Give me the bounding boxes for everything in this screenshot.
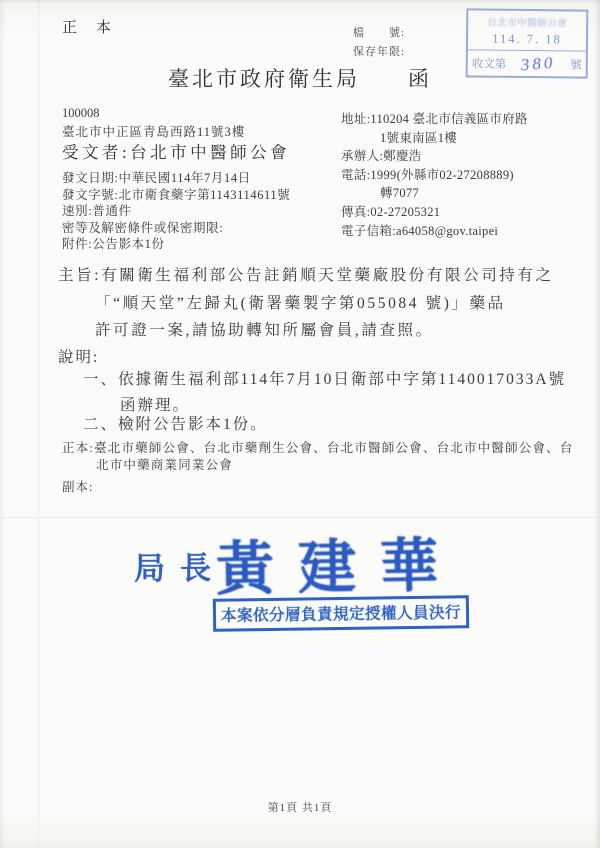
distribution-block [62, 440, 582, 474]
authorization-stamp: 本案依分層負責規定授權人員決行 [213, 595, 469, 632]
distribution-line1: 正本:臺北市藥師公會、台北市藥劑生公會、台北市醫師公會、台北市中醫師公會、台 [62, 441, 574, 455]
contact-fax: 傳真:02-27205321 [341, 204, 441, 219]
addressee-postal-code: 100008 [62, 106, 100, 120]
distribution-line2: 北市中藥商業同業公會 [96, 458, 234, 472]
receipt-number-prefix: 收文第 [471, 58, 507, 71]
receipt-number-suffix: 號 [570, 59, 582, 72]
retention-period-label: 保存年限: [353, 46, 406, 58]
explanation-item1-line2: 函辦理。 [120, 397, 191, 414]
signer-name-stamp: 黃建華 [215, 532, 463, 603]
subject-line3: 許可證一案,請協助轉知所屬會員,請查照。 [95, 322, 434, 339]
explanation-item1-line1: 一、依據衛生福利部114年7月10日衛部中字第1140017033A號 [83, 371, 567, 388]
addressee-address: 臺北市中正區青島西路11號3樓 [62, 125, 246, 139]
scan-artifact-line [0, 517, 600, 518]
document-title: 臺北市政府衛生局 函 [168, 67, 432, 91]
page-number: 第1頁 共1頁 [267, 802, 333, 814]
receipt-stamp-org: 台北市中醫師公會 [487, 18, 568, 30]
cc-label: 副本: [62, 480, 94, 494]
subject-block [58, 262, 578, 345]
explanation-heading: 說明: [58, 349, 100, 366]
subject-line1: 主旨:有關衛生福利部公告註銷順天堂藥廠股份有限公司持有之 [58, 267, 554, 284]
file-number-block [353, 24, 405, 62]
recipient-line: 受文者:台北市中醫師公會 [62, 143, 291, 162]
contact-email: 電子信箱:a64058@gov.taipei [341, 223, 499, 238]
contact-phone-line1: 電話:1999(外縣市02-27208889) [341, 167, 514, 182]
scan-edge-line [38, 0, 39, 848]
agency-contact-block [341, 110, 528, 240]
copy-type-label: 正 本 [62, 20, 114, 36]
subject-line2: 「“順天堂”左歸丸(衛署藥製字第055084 號)」藥品 [95, 294, 506, 312]
issue-date-line: 發文日期:中華民國114年7月14日 [62, 171, 251, 185]
receipt-stamp-date: 114. 7. 18 [492, 31, 562, 47]
signer-title: 局長 [133, 550, 227, 587]
explanation-item2: 二、檢附公告影本1份。 [83, 416, 268, 433]
classification-line: 密等及解密條件或保密期限: [62, 220, 224, 235]
contact-address-line2: 1號東南區1樓 [380, 130, 458, 145]
document-meta-block [62, 170, 290, 253]
attachment-line: 附件:公告影本1份 [62, 237, 165, 251]
issue-number-line: 發文字號:北市衛食藥字第1143114611號 [62, 187, 291, 202]
contact-address-line1: 地址:110204 臺北市信義區市府路 [341, 112, 528, 126]
contact-officer: 承辦人:鄭慶浩 [341, 149, 422, 164]
file-number-label: 檔 號: [353, 27, 406, 39]
priority-line: 速別:普通件 [62, 204, 132, 218]
contact-phone-line2: 轉7077 [380, 186, 419, 201]
receipt-number-handwritten: 380 [520, 52, 557, 75]
